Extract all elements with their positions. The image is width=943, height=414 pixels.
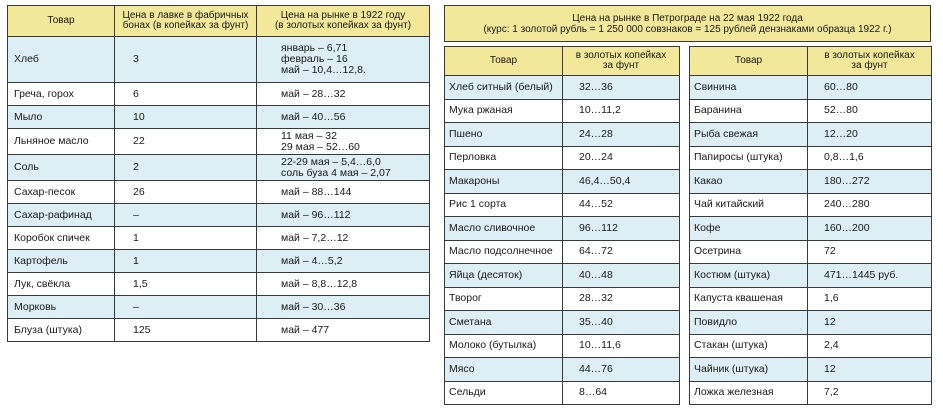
item-cell: Масло сливочное bbox=[445, 217, 563, 241]
price-cell: 46,4…50,4 bbox=[563, 170, 680, 194]
table-row bbox=[690, 123, 932, 147]
price-cell: 160…200 bbox=[808, 217, 932, 241]
price-cell: 471…1445 руб. bbox=[808, 264, 932, 288]
market-price-line: май – 477 bbox=[281, 323, 330, 336]
shop-price-cell: 10 bbox=[115, 106, 257, 129]
item-cell: Сельди bbox=[445, 381, 563, 405]
market-price-line: май – 88…144 bbox=[281, 185, 352, 198]
market-prices-table-2 bbox=[689, 46, 932, 405]
item-cell: Папиросы (штука) bbox=[690, 146, 808, 170]
price-cell: 32…36 bbox=[563, 76, 680, 100]
table-row bbox=[690, 217, 932, 241]
table-row bbox=[690, 358, 932, 382]
table-row bbox=[690, 240, 932, 264]
table-row bbox=[8, 227, 430, 250]
left-table-body bbox=[8, 37, 430, 342]
shop-price-cell: 1 bbox=[115, 250, 257, 273]
title-line-2: (курс: 1 золотой рубль = 1 250 000 совзнаков = 125 рублей дензнаками образца 1922 г.) bbox=[483, 23, 892, 35]
price-cell: 96…112 bbox=[563, 217, 680, 241]
item-cell: Рис 1 сорта bbox=[445, 193, 563, 217]
price-cell: 10…11,2 bbox=[563, 99, 680, 123]
price-cell: 12 bbox=[808, 311, 932, 335]
item-cell: Соль bbox=[8, 155, 115, 181]
item-cell: Свинина bbox=[690, 76, 808, 100]
item-cell: Картофель bbox=[8, 250, 115, 273]
shop-price-cell: – bbox=[115, 204, 257, 227]
item-cell: Морковь bbox=[8, 296, 115, 319]
shop-price-cell: 6 bbox=[115, 83, 257, 106]
table-row bbox=[690, 311, 932, 335]
table-row bbox=[8, 106, 430, 129]
shop-price-cell: 26 bbox=[115, 181, 257, 204]
item-cell: Баранина bbox=[690, 99, 808, 123]
item-cell: Хлеб ситный (белый) bbox=[445, 76, 563, 100]
header-market-price: Цена на рынке в 1922 году (в золотых копейках за фунт) bbox=[257, 6, 430, 37]
table-row bbox=[445, 334, 680, 358]
item-cell: Пшено bbox=[445, 123, 563, 147]
market-price-cell bbox=[257, 296, 430, 319]
item-cell: Хлеб bbox=[8, 37, 115, 83]
price-cell: 44…52 bbox=[563, 193, 680, 217]
rt2-body bbox=[690, 76, 932, 405]
market-price-cell bbox=[257, 250, 430, 273]
item-cell: Макароны bbox=[445, 170, 563, 194]
table-row bbox=[690, 76, 932, 100]
price-cell: 8…64 bbox=[563, 381, 680, 405]
market-price-cell bbox=[257, 37, 430, 83]
price-cell: 20…24 bbox=[563, 146, 680, 170]
market-price-cell bbox=[257, 319, 430, 342]
price-cell: 180…272 bbox=[808, 170, 932, 194]
market-price-cell bbox=[257, 227, 430, 250]
market-price-line: 11 мая – 32 bbox=[281, 129, 337, 142]
market-price-cell bbox=[257, 181, 430, 204]
market-price-line: соль буза 4 мая – 2,07 bbox=[281, 166, 391, 179]
table-row bbox=[445, 287, 680, 311]
rt1-header-item: Товар bbox=[445, 47, 563, 76]
price-cell: 12…20 bbox=[808, 123, 932, 147]
item-cell: Чайник (штука) bbox=[690, 358, 808, 382]
price-cell: 7,2 bbox=[808, 381, 932, 405]
table-row bbox=[445, 381, 680, 405]
shop-price-cell: 1 bbox=[115, 227, 257, 250]
item-cell: Сметана bbox=[445, 311, 563, 335]
price-cell: 72 bbox=[808, 240, 932, 264]
item-cell: Сахар-песок bbox=[8, 181, 115, 204]
table-row bbox=[8, 83, 430, 106]
table-row bbox=[690, 334, 932, 358]
table-row bbox=[445, 170, 680, 194]
table-row bbox=[445, 123, 680, 147]
market-prices-title bbox=[444, 5, 931, 42]
table-row bbox=[445, 264, 680, 288]
market-price-cell bbox=[257, 83, 430, 106]
item-cell: Ложка железная bbox=[690, 381, 808, 405]
price-cell: 2,4 bbox=[808, 334, 932, 358]
item-cell: Мясо bbox=[445, 358, 563, 382]
table-row bbox=[8, 273, 430, 296]
market-prices-table-1 bbox=[444, 46, 680, 405]
item-cell: Лук, свёкла bbox=[8, 273, 115, 296]
table-row bbox=[690, 287, 932, 311]
price-cell: 10…11,6 bbox=[563, 334, 680, 358]
item-cell: Греча, горох bbox=[8, 83, 115, 106]
item-cell: Блуза (штука) bbox=[8, 319, 115, 342]
shop-price-cell: 1,5 bbox=[115, 273, 257, 296]
market-price-cell bbox=[257, 106, 430, 129]
price-cell: 44…76 bbox=[563, 358, 680, 382]
table-row bbox=[445, 193, 680, 217]
shop-price-cell: 3 bbox=[115, 37, 257, 83]
table-row bbox=[445, 76, 680, 100]
item-cell: Перловка bbox=[445, 146, 563, 170]
rt2-header-item: Товар bbox=[690, 47, 808, 76]
table-row bbox=[445, 311, 680, 335]
price-cell: 12 bbox=[808, 358, 932, 382]
price-cell: 40…48 bbox=[563, 264, 680, 288]
item-cell: Мыло bbox=[8, 106, 115, 129]
shop-price-cell: 2 bbox=[115, 155, 257, 181]
price-cell: 60…80 bbox=[808, 76, 932, 100]
price-cell: 52…80 bbox=[808, 99, 932, 123]
market-price-line: май – 4…5,2 bbox=[281, 254, 343, 267]
market-price-cell bbox=[257, 204, 430, 227]
table-row bbox=[8, 250, 430, 273]
market-price-line: май – 40…56 bbox=[281, 110, 346, 123]
price-cell: 35…40 bbox=[563, 311, 680, 335]
price-cell: 1,6 bbox=[808, 287, 932, 311]
item-cell: Чай китайский bbox=[690, 193, 808, 217]
shop-price-cell: 125 bbox=[115, 319, 257, 342]
rt2-header-price: в золотых копейках за фунт bbox=[808, 47, 932, 76]
price-cell: 64…72 bbox=[563, 240, 680, 264]
table-row bbox=[445, 358, 680, 382]
market-price-line: февраль – 16 bbox=[281, 53, 348, 65]
table-row bbox=[8, 204, 430, 227]
table-row bbox=[690, 170, 932, 194]
market-price-line: май – 96…112 bbox=[281, 208, 351, 221]
item-cell: Костюм (штука) bbox=[690, 264, 808, 288]
price-cell: 0,8…1,6 bbox=[808, 146, 932, 170]
item-cell: Капуста квашеная bbox=[690, 287, 808, 311]
item-cell: Рыба свежая bbox=[690, 123, 808, 147]
table-row bbox=[690, 381, 932, 405]
item-cell: Молоко (бутылка) bbox=[445, 334, 563, 358]
item-cell: Стакан (штука) bbox=[690, 334, 808, 358]
market-price-cell bbox=[257, 273, 430, 296]
table-row bbox=[690, 264, 932, 288]
market-price-line: май – 10,4…12,8. bbox=[281, 64, 366, 76]
item-cell: Мука ржаная bbox=[445, 99, 563, 123]
table-row bbox=[690, 193, 932, 217]
item-cell: Творог bbox=[445, 287, 563, 311]
table-row bbox=[8, 129, 430, 155]
item-cell: Масло подсолнечное bbox=[445, 240, 563, 264]
shop-price-cell: – bbox=[115, 296, 257, 319]
rt1-body bbox=[445, 76, 680, 405]
price-cell: 240…280 bbox=[808, 193, 932, 217]
header-item: Товар bbox=[8, 6, 115, 37]
item-cell: Какао bbox=[690, 170, 808, 194]
market-price-line: май – 28…32 bbox=[281, 87, 346, 100]
item-cell: Яйца (десяток) bbox=[445, 264, 563, 288]
shop-vs-market-table bbox=[7, 5, 430, 342]
table-row bbox=[8, 155, 430, 181]
header-shop-price: Цена в лавке в фабричных бонах (в копейках за фунт) bbox=[115, 6, 257, 37]
table-row bbox=[8, 37, 430, 83]
item-cell: Повидло bbox=[690, 311, 808, 335]
item-cell: Кофе bbox=[690, 217, 808, 241]
table-row bbox=[690, 99, 932, 123]
table-row bbox=[8, 296, 430, 319]
market-price-line: май – 30…36 bbox=[281, 300, 346, 313]
table-row bbox=[8, 319, 430, 342]
item-cell: Сахар-рафинад bbox=[8, 204, 115, 227]
rt1-header-price: в золотых копейках за фунт bbox=[563, 47, 680, 76]
item-cell: Льняное масло bbox=[8, 129, 115, 155]
price-cell: 24…28 bbox=[563, 123, 680, 147]
table-row bbox=[445, 240, 680, 264]
table-row bbox=[8, 181, 430, 204]
market-price-line: май – 7,2…12 bbox=[281, 231, 349, 244]
item-cell: Коробок спичек bbox=[8, 227, 115, 250]
table-row bbox=[445, 99, 680, 123]
table-row bbox=[445, 217, 680, 241]
market-price-line: 29 мая – 52…60 bbox=[281, 140, 360, 153]
market-price-line: май – 8,8…12,8 bbox=[281, 277, 358, 290]
market-price-line: 22-29 мая – 5,4…6,0 bbox=[281, 155, 381, 168]
shop-price-cell: 22 bbox=[115, 129, 257, 155]
market-price-cell bbox=[257, 129, 430, 155]
price-cell: 28…32 bbox=[563, 287, 680, 311]
market-price-line: январь – 6,71 bbox=[281, 42, 348, 54]
title-line-1: Цена на рынке в Петрограде на 22 мая 1922 года bbox=[572, 12, 803, 24]
market-price-cell bbox=[257, 155, 430, 181]
table-row bbox=[445, 146, 680, 170]
item-cell: Осетрина bbox=[690, 240, 808, 264]
table-row bbox=[690, 146, 932, 170]
